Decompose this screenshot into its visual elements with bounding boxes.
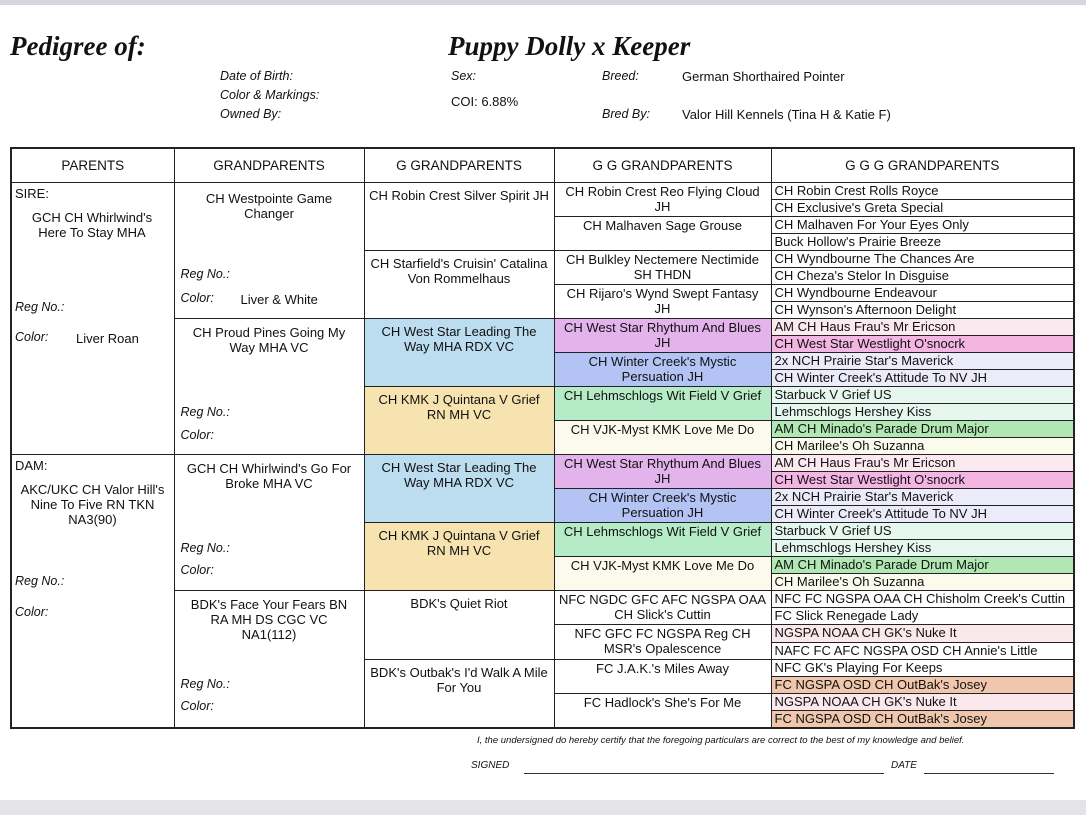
gg-grandparent-2 [554, 216, 771, 250]
sire-color-label: Color: [15, 329, 49, 344]
bred-by-value: Valor Hill Kennels (Tina H & Katie F) [682, 107, 891, 122]
grandparent-4-name: BDK's Face Your Fears BN RA MH DS CGC VC NA1(112) [190, 597, 348, 643]
ggg-grandparent-25: NFC FC NGSPA OAA CH Chisholm Creek's Cuttin [771, 591, 1074, 608]
gg-grandparent-2-name: CH Malhaven Sage Grouse [583, 217, 742, 233]
g-grandparent-5-name: CH West Star Leading The Way MHA RDX VC [381, 460, 537, 491]
page-title: Pedigree of: [10, 31, 146, 61]
gg-grandparent-12-name: CH VJK-Myst KMK Love Me Do [570, 558, 755, 574]
date-line[interactable] [924, 773, 1054, 774]
litter-name: Puppy Dolly x Keeper [448, 31, 691, 61]
grandparent-4-reg-label: Reg No.: [180, 677, 230, 692]
breed-label: Breed: [602, 69, 639, 83]
ggg-grandparent-13: Starbuck V Grief US [771, 386, 1074, 403]
ggg-grandparent-27: NGSPA NOAA CH GK's Nuke It [771, 625, 1074, 642]
ggg-grandparent-10: CH West Star Westlight O'snocrk [771, 335, 1074, 352]
ggg-grandparent-21: Starbuck V Grief US [771, 523, 1074, 540]
g-grandparent-8-name: BDK's Outbak's I'd Walk A Mile For You [370, 664, 548, 695]
gg-grandparent-7 [554, 386, 771, 420]
ggg-grandparent-16: CH Marilee's Oh Suzanna [771, 438, 1074, 455]
grandparent-3 [174, 455, 364, 591]
grandparent-3-reg-label: Reg No.: [180, 541, 230, 556]
grandparent-2-name: CH Proud Pines Going My Way MHA VC [192, 324, 346, 355]
gg-grandparent-4 [554, 284, 771, 318]
ggg-grandparent-23: AM CH Minado's Parade Drum Major [771, 557, 1074, 574]
gg-grandparent-9 [554, 455, 771, 489]
sire-reg-label: Reg No.: [15, 299, 65, 314]
sire-color-value: Liver Roan [76, 330, 139, 346]
gg-grandparent-14 [554, 625, 771, 659]
ggg-grandparent-4: Buck Hollow's Prairie Breeze [771, 233, 1074, 250]
owned-by-label: Owned By: [220, 107, 282, 121]
ggg-grandparent-17: AM CH Haus Frau's Mr Ericson [771, 455, 1074, 472]
ggg-grandparent-8: CH Wynson's Afternoon Delight [771, 301, 1074, 318]
gg-grandparent-8 [554, 421, 771, 455]
g-grandparent-1 [364, 182, 554, 250]
gg-grandparent-5 [554, 318, 771, 352]
dob-label: Date of Birth: [220, 69, 293, 83]
grandparent-1-reg-label: Reg No.: [180, 266, 230, 281]
g-grandparent-6 [364, 523, 554, 591]
grandparent-1-name: CH Westpointe Game Changer [205, 190, 333, 221]
ggg-grandparent-28: NAFC FC AFC NGSPA OSD CH Annie's Little [771, 642, 1074, 659]
col-header-parents: PARENTS [11, 148, 174, 182]
sire-cell [11, 182, 174, 455]
ggg-grandparent-12: CH Winter Creek's Attitude To NV JH [771, 369, 1074, 386]
gg-grandparent-6-name: CH Winter Creek's Mystic Persuation JH [588, 353, 737, 384]
gg-grandparent-5-name: CH West Star Rhythum And Blues JH [563, 319, 761, 350]
ggg-grandparent-11: 2x NCH Prairie Star's Maverick [771, 352, 1074, 369]
gg-grandparent-6 [554, 352, 771, 386]
dam-reg-label: Reg No.: [15, 574, 65, 589]
gg-grandparent-3 [554, 250, 771, 284]
g-grandparent-5 [364, 455, 554, 523]
breed-value: German Shorthaired Pointer [682, 69, 845, 84]
gg-grandparent-1 [554, 182, 771, 216]
bred-by-label: Bred By: [602, 107, 650, 121]
gg-grandparent-1-name: CH Robin Crest Reo Flying Cloud JH [565, 183, 760, 214]
g-grandparent-4 [364, 386, 554, 454]
ggg-grandparent-7: CH Wyndbourne Endeavour [771, 284, 1074, 301]
col-header-grandparents: GRANDPARENTS [174, 148, 364, 182]
ggg-grandparent-15: AM CH Minado's Parade Drum Major [771, 421, 1074, 438]
sire-name: GCH CH Whirlwind's Here To Stay MHA [31, 209, 153, 240]
ggg-grandparent-3: CH Malhaven For Your Eyes Only [771, 216, 1074, 233]
sire-label: SIRE: [15, 185, 49, 201]
signature-line[interactable] [524, 773, 884, 774]
dam-label: DAM: [15, 458, 48, 474]
g-grandparent-4-name: CH KMK J Quintana V Grief RN MH VC [378, 391, 540, 422]
gg-grandparent-11-name: CH Lehmschlogs Wit Field V Grief [563, 524, 762, 540]
certification-text: I, the undersigned do hereby certify that the foregoing particulars are correct to the best of my knowledge and belief. [477, 735, 965, 746]
ggg-grandparent-2: CH Exclusive's Greta Special [771, 199, 1074, 216]
ggg-grandparent-26: FC Slick Renegade Lady [771, 608, 1074, 625]
ggg-grandparent-30: FC NGSPA OSD CH OutBak's Josey [771, 676, 1074, 693]
dam-cell [11, 455, 174, 728]
gg-grandparent-7-name: CH Lehmschlogs Wit Field V Grief [563, 387, 762, 403]
g-grandparent-6-name: CH KMK J Quintana V Grief RN MH VC [378, 528, 540, 559]
gg-grandparent-8-name: CH VJK-Myst KMK Love Me Do [570, 422, 755, 438]
g-grandparent-8 [364, 659, 554, 728]
gg-grandparent-13 [554, 591, 771, 625]
col-header-gg-grandparents: G G GRANDPARENTS [554, 148, 771, 182]
col-header-g-grandparents: G GRANDPARENTS [364, 148, 554, 182]
g-grandparent-3-name: CH West Star Leading The Way MHA RDX VC [381, 323, 537, 354]
g-grandparent-1-name: CH Robin Crest Silver Spirit JH [369, 187, 549, 203]
ggg-grandparent-24: CH Marilee's Oh Suzanna [771, 574, 1074, 591]
g-grandparent-2 [364, 250, 554, 318]
grandparent-4-color-label: Color: [180, 699, 214, 714]
ggg-grandparent-20: CH Winter Creek's Attitude To NV JH [771, 506, 1074, 523]
date-label: DATE [891, 760, 917, 771]
color-markings-label: Color & Markings: [220, 88, 320, 102]
signed-label: SIGNED [471, 760, 510, 771]
grandparent-2-reg-label: Reg No.: [180, 404, 230, 419]
ggg-grandparent-32: FC NGSPA OSD CH OutBak's Josey [771, 711, 1074, 728]
ggg-grandparent-6: CH Cheza's Stelor In Disguise [771, 267, 1074, 284]
g-grandparent-2-name: CH Starfield's Cruisin' Catalina Von Rommelhaus [370, 255, 548, 286]
dam-name: AKC/UKC CH Valor Hill's Nine To Five RN TKN NA3(90) [20, 482, 165, 528]
grandparent-3-name: GCH CH Whirlwind's Go For Broke MHA VC [186, 461, 352, 492]
g-grandparent-7 [364, 591, 554, 659]
ggg-grandparent-31: NGSPA NOAA CH GK's Nuke It [771, 693, 1074, 710]
coi-value: COI: 6.88% [451, 94, 519, 109]
grandparent-1-color-value: Liver & White [240, 291, 318, 307]
gg-grandparent-10 [554, 489, 771, 523]
pedigree-table [10, 147, 1075, 729]
ggg-grandparent-5: CH Wyndbourne The Chances Are [771, 250, 1074, 267]
g-grandparent-3 [364, 318, 554, 386]
ggg-grandparent-9: AM CH Haus Frau's Mr Ericson [771, 318, 1074, 335]
gg-grandparent-16 [554, 693, 771, 728]
ggg-grandparent-19: 2x NCH Prairie Star's Maverick [771, 489, 1074, 506]
gg-grandparent-3-name: CH Bulkley Nectemere Nectimide SH THDN [566, 251, 759, 282]
gg-grandparent-11 [554, 523, 771, 557]
gg-grandparent-13-name: NFC NGDC GFC AFC NGSPA OAA CH Slick's Cuttin [558, 592, 767, 623]
gg-grandparent-12 [554, 557, 771, 591]
grandparent-2-color-label: Color: [180, 427, 214, 442]
col-header-ggg-grandparents: G G G GRANDPARENTS [771, 148, 1074, 182]
gg-grandparent-15 [554, 659, 771, 693]
ggg-grandparent-22: Lehmschlogs Hershey Kiss [771, 540, 1074, 557]
grandparent-3-color-label: Color: [180, 563, 214, 578]
g-grandparent-7-name: BDK's Quiet Riot [410, 596, 508, 612]
gg-grandparent-10-name: CH Winter Creek's Mystic Persuation JH [588, 490, 737, 521]
dam-color-label: Color: [15, 605, 49, 620]
grandparent-2 [174, 318, 364, 454]
gg-grandparent-4-name: CH Rijaro's Wynd Swept Fantasy JH [566, 285, 759, 316]
grandparent-1-color-label: Color: [180, 290, 214, 305]
gg-grandparent-9-name: CH West Star Rhythum And Blues JH [563, 456, 761, 487]
gg-grandparent-16-name: FC Hadlock's She's For Me [583, 694, 742, 710]
grandparent-1 [174, 182, 364, 318]
gg-grandparent-15-name: FC J.A.K.'s Miles Away [596, 660, 729, 676]
ggg-grandparent-1: CH Robin Crest Rolls Royce [771, 182, 1074, 199]
ggg-grandparent-29: NFC GK's Playing For Keeps [771, 659, 1074, 676]
sex-label: Sex: [451, 69, 477, 83]
grandparent-4 [174, 591, 364, 728]
gg-grandparent-14-name: NFC GFC FC NGSPA Reg CH MSR's Opalescence [574, 626, 751, 657]
ggg-grandparent-14: Lehmschlogs Hershey Kiss [771, 403, 1074, 420]
ggg-grandparent-18: CH West Star Westlight O'snocrk [771, 472, 1074, 489]
